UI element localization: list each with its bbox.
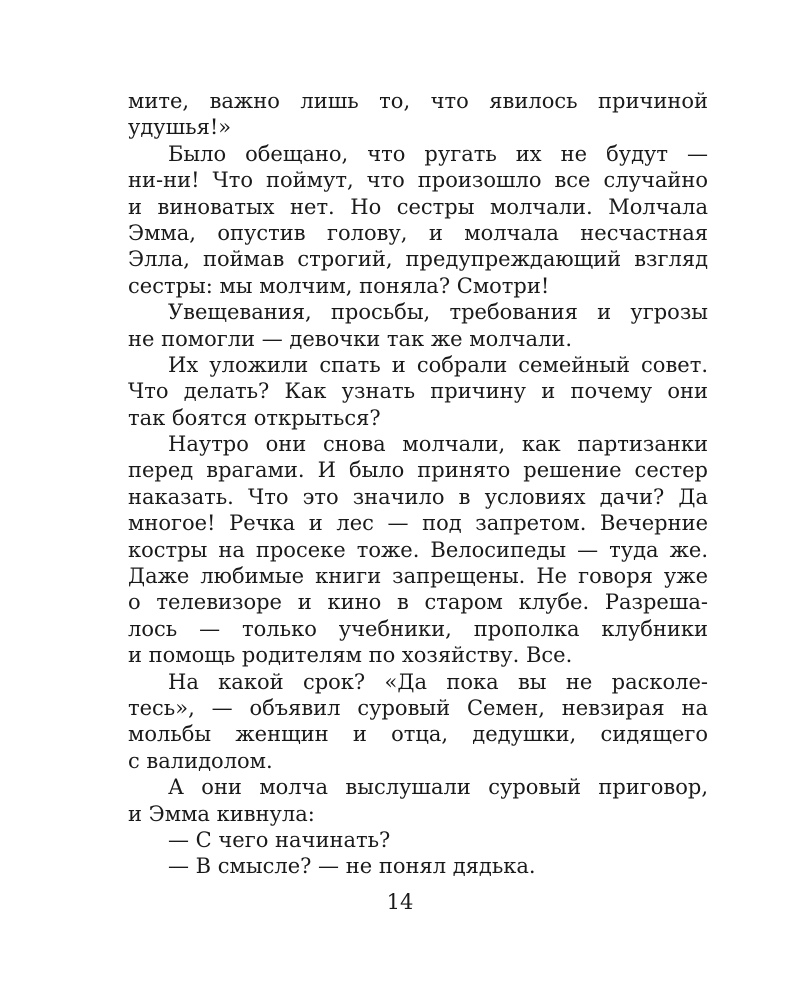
dialog-line xyxy=(128,853,708,879)
paragraph xyxy=(128,299,708,352)
text-line: с валидолом. xyxy=(128,748,273,773)
paragraph xyxy=(128,88,708,141)
text-line: Что делать? Как узнать причину и почему они xyxy=(128,379,708,404)
text-line: тесь», — объявил суровый Семен, невзирая на xyxy=(128,695,708,720)
text-line: мольбы женщин и отца, дедушки, сидящего xyxy=(128,722,708,747)
text-line: лось — только учебники, прополка клубники xyxy=(128,616,708,641)
text-line: перед врагами. И было принято решение сестер xyxy=(128,458,708,483)
paragraph xyxy=(128,669,708,775)
text-line: многое! Речка и лес — под запретом. Вечерние xyxy=(128,511,708,536)
page-number: 14 xyxy=(386,890,414,914)
text-line: не помогли — девочки так же молчали. xyxy=(128,326,573,351)
text-line: Увещевания, просьбы, требования и угрозы xyxy=(168,300,708,325)
text-line: мите, важно лишь то, что явилось причиной xyxy=(128,89,708,113)
text-line: А они молча выслушали суровый приговор, xyxy=(168,775,708,800)
text-line: и Эмма кивнула: xyxy=(128,801,315,826)
paragraph xyxy=(128,774,708,827)
paragraph xyxy=(128,352,708,431)
text-line: о телевизоре и кино в старом клубе. Разреша- xyxy=(128,590,708,615)
text-line: ни-ни! Что поймут, что произошло все случайно xyxy=(128,168,708,193)
text-line: Элла, поймав строгий, предупреждающий взгляд xyxy=(128,247,708,272)
text-line: Наутро они снова молчали, как партизанки xyxy=(168,432,708,457)
text-line: и виноватых нет. Но сестры молчали. Молчала xyxy=(128,194,708,219)
text-line: и помощь родителям по хозяйству. Все. xyxy=(128,643,573,668)
body-text xyxy=(128,88,708,880)
text-line: — С чего начинать? xyxy=(168,827,391,852)
dialog-line xyxy=(128,827,708,853)
paragraph xyxy=(128,141,708,299)
text-line: так боятся открыться? xyxy=(128,405,381,430)
text-line: — В смысле? — не понял дядька. xyxy=(168,854,536,879)
text-line: Даже любимые книги запрещены. Не говоря уже xyxy=(128,564,708,589)
text-line: удушья!» xyxy=(128,115,232,140)
paragraph xyxy=(128,431,708,669)
text-line: На какой срок? «Да пока вы не расколе- xyxy=(168,669,708,694)
text-line: Было обещано, что ругать их не будут — xyxy=(168,141,708,166)
text-line: костры на просеке тоже. Велосипеды — туда же. xyxy=(128,537,708,562)
text-line: сестры: мы молчим, поняла? Смотри! xyxy=(128,273,550,298)
text-line: Их уложили спать и собрали семейный совет. xyxy=(168,352,708,377)
text-line: наказать. Что это значило в условиях дачи? Да xyxy=(128,484,708,509)
text-line: Эмма, опустив голову, и молчала несчастная xyxy=(128,220,708,245)
